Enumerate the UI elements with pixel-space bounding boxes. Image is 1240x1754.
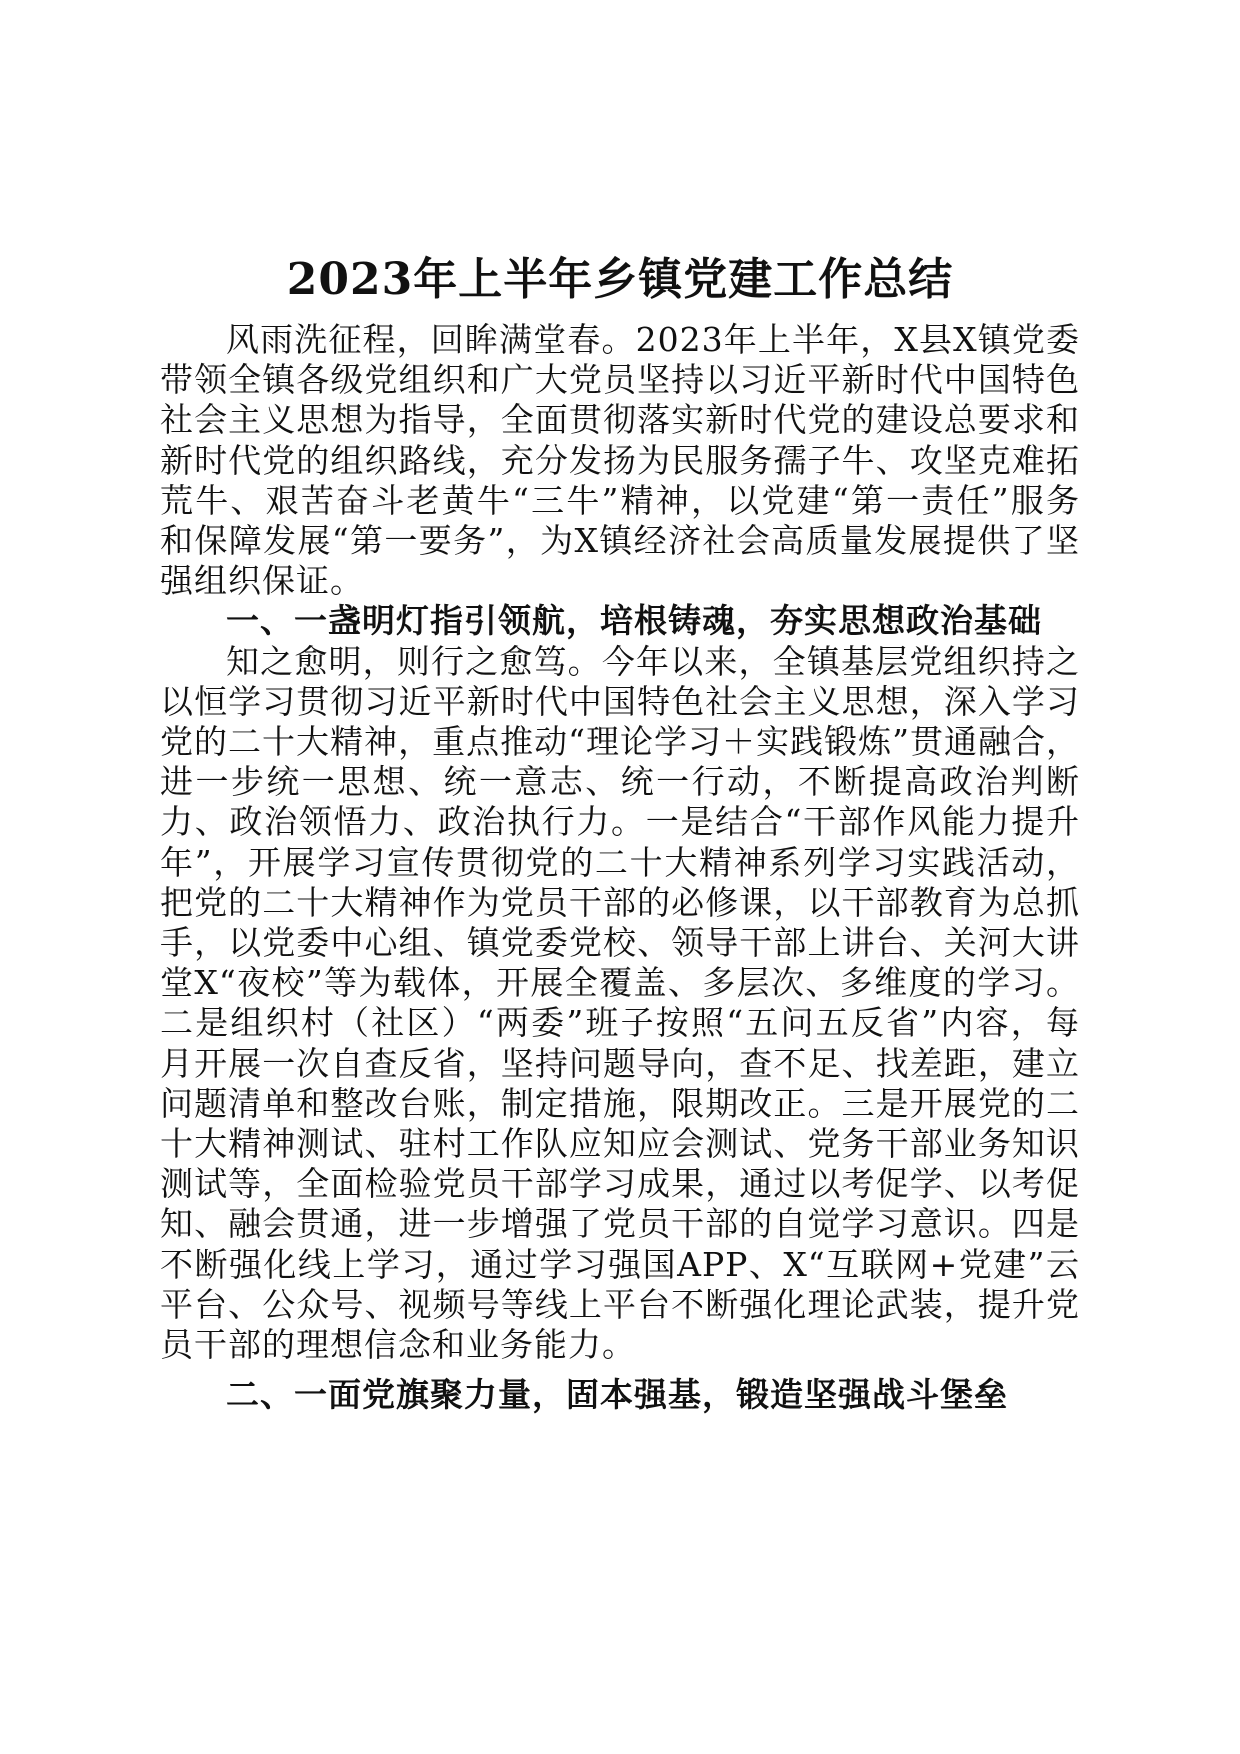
document-title: 2023年上半年乡镇党建工作总结 xyxy=(286,254,954,305)
section-1-heading: 一、一盏明灯指引领航，培根铸魂，夯实思想政治基础 xyxy=(226,601,1042,641)
section-2-heading: 二、一面党旗聚力量，固本强基，锻造坚强战斗堡垒 xyxy=(226,1375,1008,1415)
section-1-paragraph: 知之愈明，则行之愈笃。今年以来，全镇基层党组织持之以恒学习贯彻习近平新时代中国特色社会主义思想，深入学习党的二十大精神，重点推动“理论学习＋实践锻炼”贯通融合，进一步统一思想、统一意志、统一行动，不断提高政治判断力、政治领悟力、政治执行力。一是结合“干部作风能力提升年”，开展学习宣传贯彻党的二十大精神系列学习实践活动，把党的二十大精神作为党员干部的必修课，以干部教育为总抓手，以党委中心组、镇党委党校、领导干部上讲台、关河大讲堂X“夜校”等为载体，开展全覆盖、多层次、多维度的学习。二是组织村（社区）“两委”班子按照“五问五反省”内容，每月开展一次自查反省，坚持问题导向，查不足、找差距，建立问题清单和整改台账，制定措施，限期改正。三是开展党的二十大精神测试、驻村工作队应知应会测试、党务干部业务知识测试等，全面检验党员干部学习成果，通过以考促学、以考促知、融会贯通，进一步增强了党员干部的自觉学习意识。四是不断强化线上学习，通过学习强国APP、X“互联网+党建”云平台、公众号、视频号等线上平台不断强化理论武装，提升党员干部的理想信念和业务能力。 xyxy=(160,641,1080,1365)
document-page xyxy=(160,248,1080,1415)
intro-paragraph: 风雨洗征程，回眸满堂春。2023年上半年，X县X镇党委带领全镇各级党组织和广大党员坚持以习近平新时代中国特色社会主义思想为指导，全面贯彻落实新时代党的建设总要求和新时代党的组织路线，充分发扬为民服务孺子牛、攻坚克难拓荒牛、艰苦奋斗老黄牛“三牛”精神，以党建“第一责任”服务和保障发展“第一要务”，为X镇经济社会高质量发展提供了坚强组织保证。 xyxy=(160,320,1080,601)
